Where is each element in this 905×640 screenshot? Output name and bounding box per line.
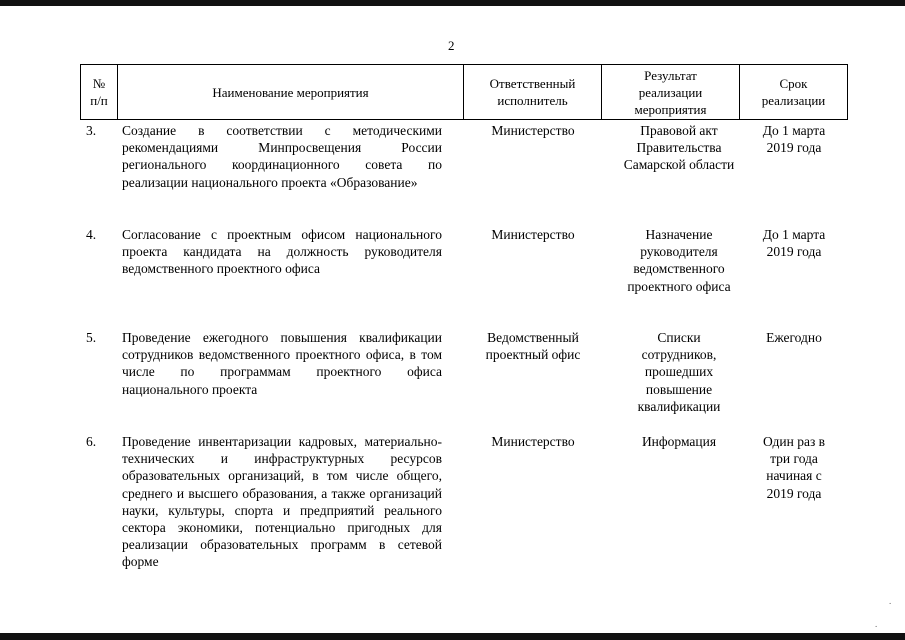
row-term: Ежегодно [766, 330, 822, 345]
scan-speck: . [889, 596, 892, 606]
row-term: До 1 марта 2019 года [762, 123, 826, 156]
header-num: № п/п [90, 76, 108, 108]
row-result: Назначение руководителя ведомственного проектного офиса [627, 227, 731, 294]
row-term: До 1 марта 2019 года [762, 227, 826, 260]
header-term: Срок реализации [761, 76, 826, 108]
page-number: 2 [448, 38, 455, 53]
row-name: Проведение инвентаризации кадровых, материально-технических и инфраструктурных ресурсов образовательных организаций, в том числе общего, среднего и высшего образования, а также организаций науки, культуры, спорта и предприятий реального сектора экономики, потенциально пригодных для реализации образовательных программ в сетевой форме [122, 434, 442, 570]
row-num: 6. [86, 434, 97, 449]
row-result: Списки сотрудников, прошедших повышение квалификации [637, 330, 721, 414]
header-responsible: Ответственный исполнитель [489, 76, 576, 108]
row-name: Согласование с проектным офисом национального проекта кандидата на должность руководителя ведомственного проектного офиса [122, 227, 442, 277]
scan-border-top [0, 0, 905, 6]
row-result: Правовой акт Правительства Самарской области [623, 123, 735, 173]
row-name: Проведение ежегодного повышения квалификации сотрудников ведомственного проектного офиса, в том числе по программам проектного офиса национального проекта [122, 330, 442, 397]
row-term: Один раз в три года начиная с 2019 года [762, 434, 826, 501]
row-result: Информация [641, 434, 717, 449]
row-name: Создание в соответствии с методическими рекомендациями Минпросвещения России регионального координационного совета по реализации национального проекта «Образование» [122, 123, 442, 190]
row-responsible: Министерство [491, 434, 575, 449]
row-responsible: Министерство [491, 123, 575, 138]
row-num: 3. [86, 123, 97, 138]
scan-border-bottom [0, 633, 905, 640]
row-responsible: Министерство [491, 227, 575, 242]
row-num: 5. [86, 330, 97, 345]
header-name: Наименование мероприятия [212, 84, 369, 100]
row-num: 4. [86, 227, 97, 242]
row-responsible: Ведомственный проектный офис [485, 330, 581, 363]
scan-speck: . [875, 619, 878, 629]
header-result: Результат реализации мероприятия [634, 67, 707, 117]
